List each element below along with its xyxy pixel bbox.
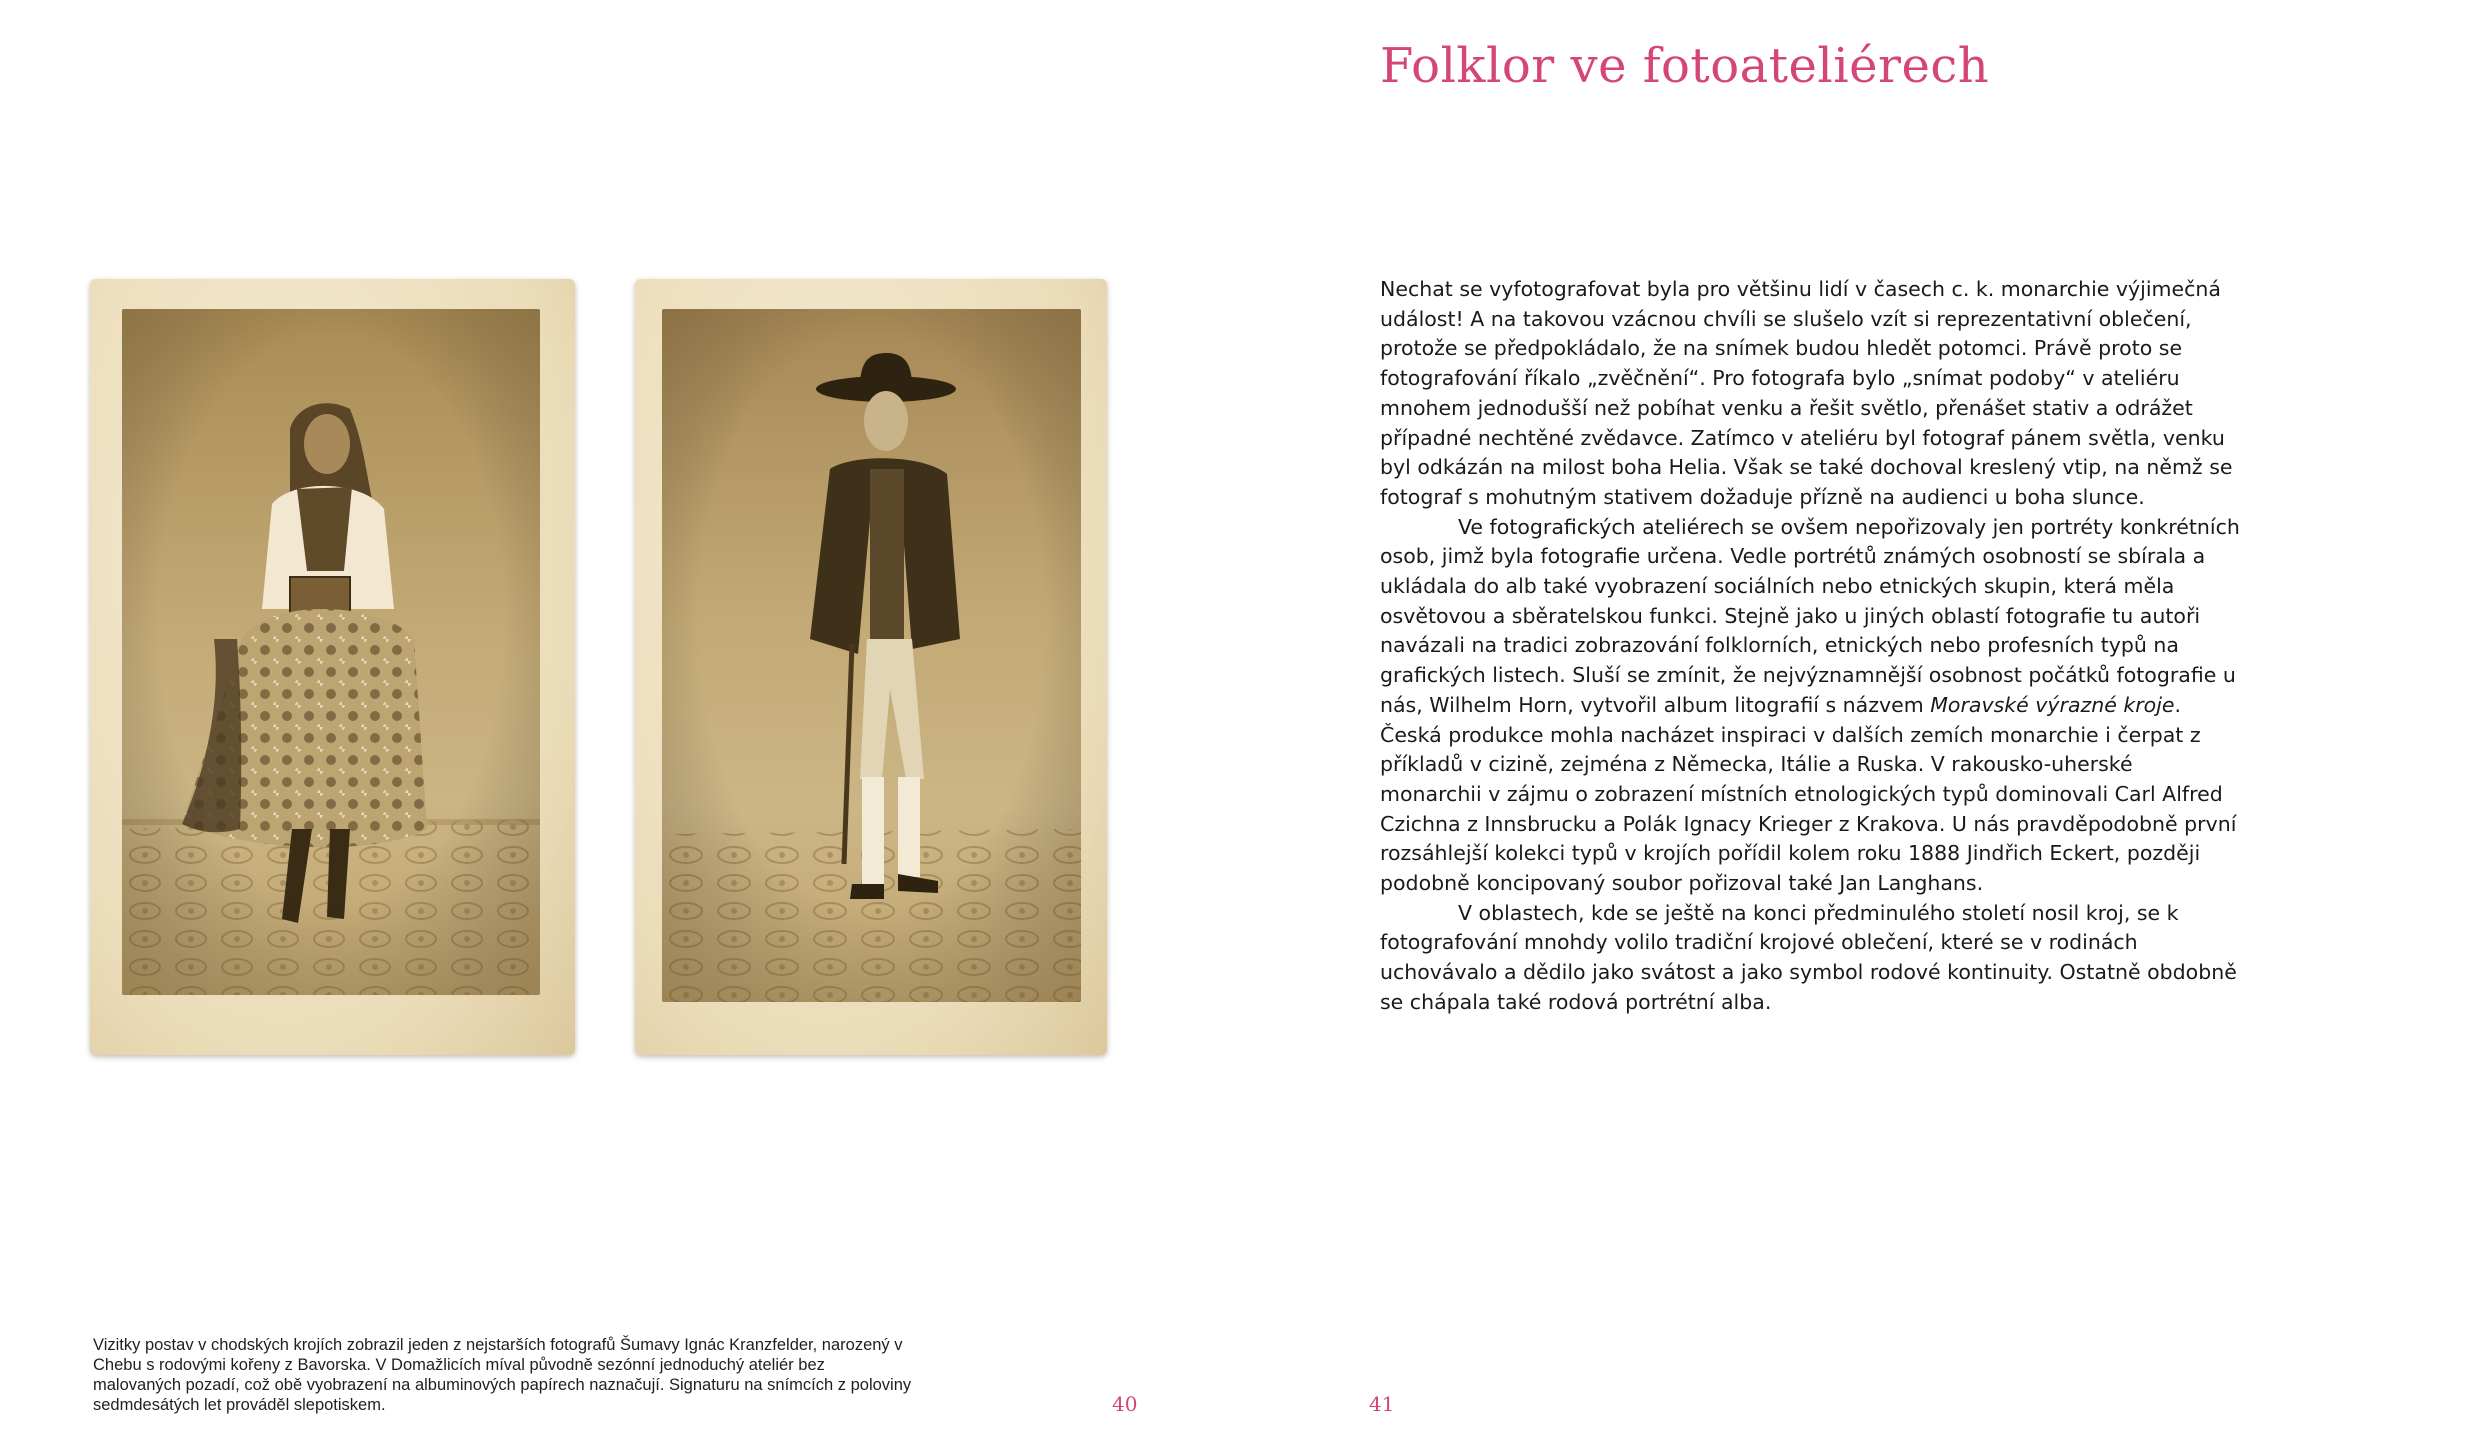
page-number-right: 41 xyxy=(1369,1392,1395,1416)
man-in-chodsko-costume-photo xyxy=(662,309,1081,1002)
page-number-left: 40 xyxy=(1112,1392,1138,1416)
paragraph-3: V oblastech, kde se ještě na konci předminulého století nosil kroj, se k fotografování mnohdy volilo tradiční krojové oblečení, které se v rodinách uchovávalo a dědilo jako svátost a jako symbol rodové kontinuity. Ostatně obdobně se chápala také rodová portrétní alba. xyxy=(1380,900,2237,1014)
photo-card-woman xyxy=(90,279,575,1055)
woman-in-chodsko-costume-photo xyxy=(122,309,540,995)
paragraph-2-part-1: Ve fotografických ateliérech se ovšem nepořizovaly jen portréty konkrétních osob, jimž byla fotografie určena. Vedle portrétů známých osobností se sbírala a ukládala do alb také vyobrazení sociálních nebo etnických skupin, která měla osvětovou a sběratelskou funkci. Stejně jako u jiných oblastí fotografie tu autoři navázali na tradici zobrazování folklorních, etnických nebo profesních typů na grafických listech. Sluší se zmínit, že nejvýznamnější osobnost počátků fotografie u nás, Wilhelm Horn, vytvořil album litografií s názvem xyxy=(1380,514,2240,717)
body-text xyxy=(1380,275,2240,1018)
right-page xyxy=(1234,0,2469,1440)
paragraph-2-part-2: . Česká produkce mohla nacházet inspiraci v dalších zemích monarchie i čerpat z příkladů v cizině, zejména z Německa, Itálie a Ruska. V rakousko-uherské monarchii v zájmu o zobrazení místních etnologických typů dominovali Carl Alfred Czichna z Innsbrucku a Polák Ignacy Krieger z Krakova. U nás pravděpodobně první rozsáhlejší kolekci typů v krojích pořídil kolem roku 1888 Jindřich Eckert, později podobně koncipovaný soubor pořizoval také Jan Langhans. xyxy=(1380,692,2237,896)
album-title: Moravské výrazné kroje xyxy=(1930,692,2175,717)
photo-caption: Vizitky postav v chodských krojích zobrazil jeden z nejstarších fotografů Šumavy Ignác Kranzfelder, narozený v Chebu s rodovými kořeny z Bavorska. V Domažlicích míval původně sezónní jednoduchý ateliér bez malovaných pozadí, což obě vyobrazení na albuminových papírech naznačují. Signaturu na snímcích z poloviny sedmdesátých let prováděl slepotiskem. xyxy=(93,1336,912,1414)
paragraph-2 xyxy=(1380,513,2240,899)
left-page xyxy=(0,0,1234,1440)
paragraph-1: Nechat se vyfotografovat byla pro většinu lidí v časech c. k. monarchie výjimečná událost! A na takovou vzácnou chvíli se slušelo vzít si reprezentativní oblečení, protože se předpokládalo, že na snímek budou hledět potomci. Právě proto se fotografování říkalo „zvěčnění“. Pro fotografa bylo „snímat podoby“ v ateliéru mnohem jednodušší než pobíhat venku a řešit světlo, přenášet stativ a odrážet případné nechtěné zvědavce. Zatímco v ateliéru byl fotograf pánem světla, venku byl odkázán na milost boha Helia. Však se také dochoval kreslený vtip, na němž se fotograf s mohutným stativem dožaduje přízně na audienci u boha slunce. xyxy=(1380,277,2233,509)
chapter-title: Folklor ve fotoateliérech xyxy=(1380,38,1990,94)
photo-card-man xyxy=(635,279,1107,1055)
